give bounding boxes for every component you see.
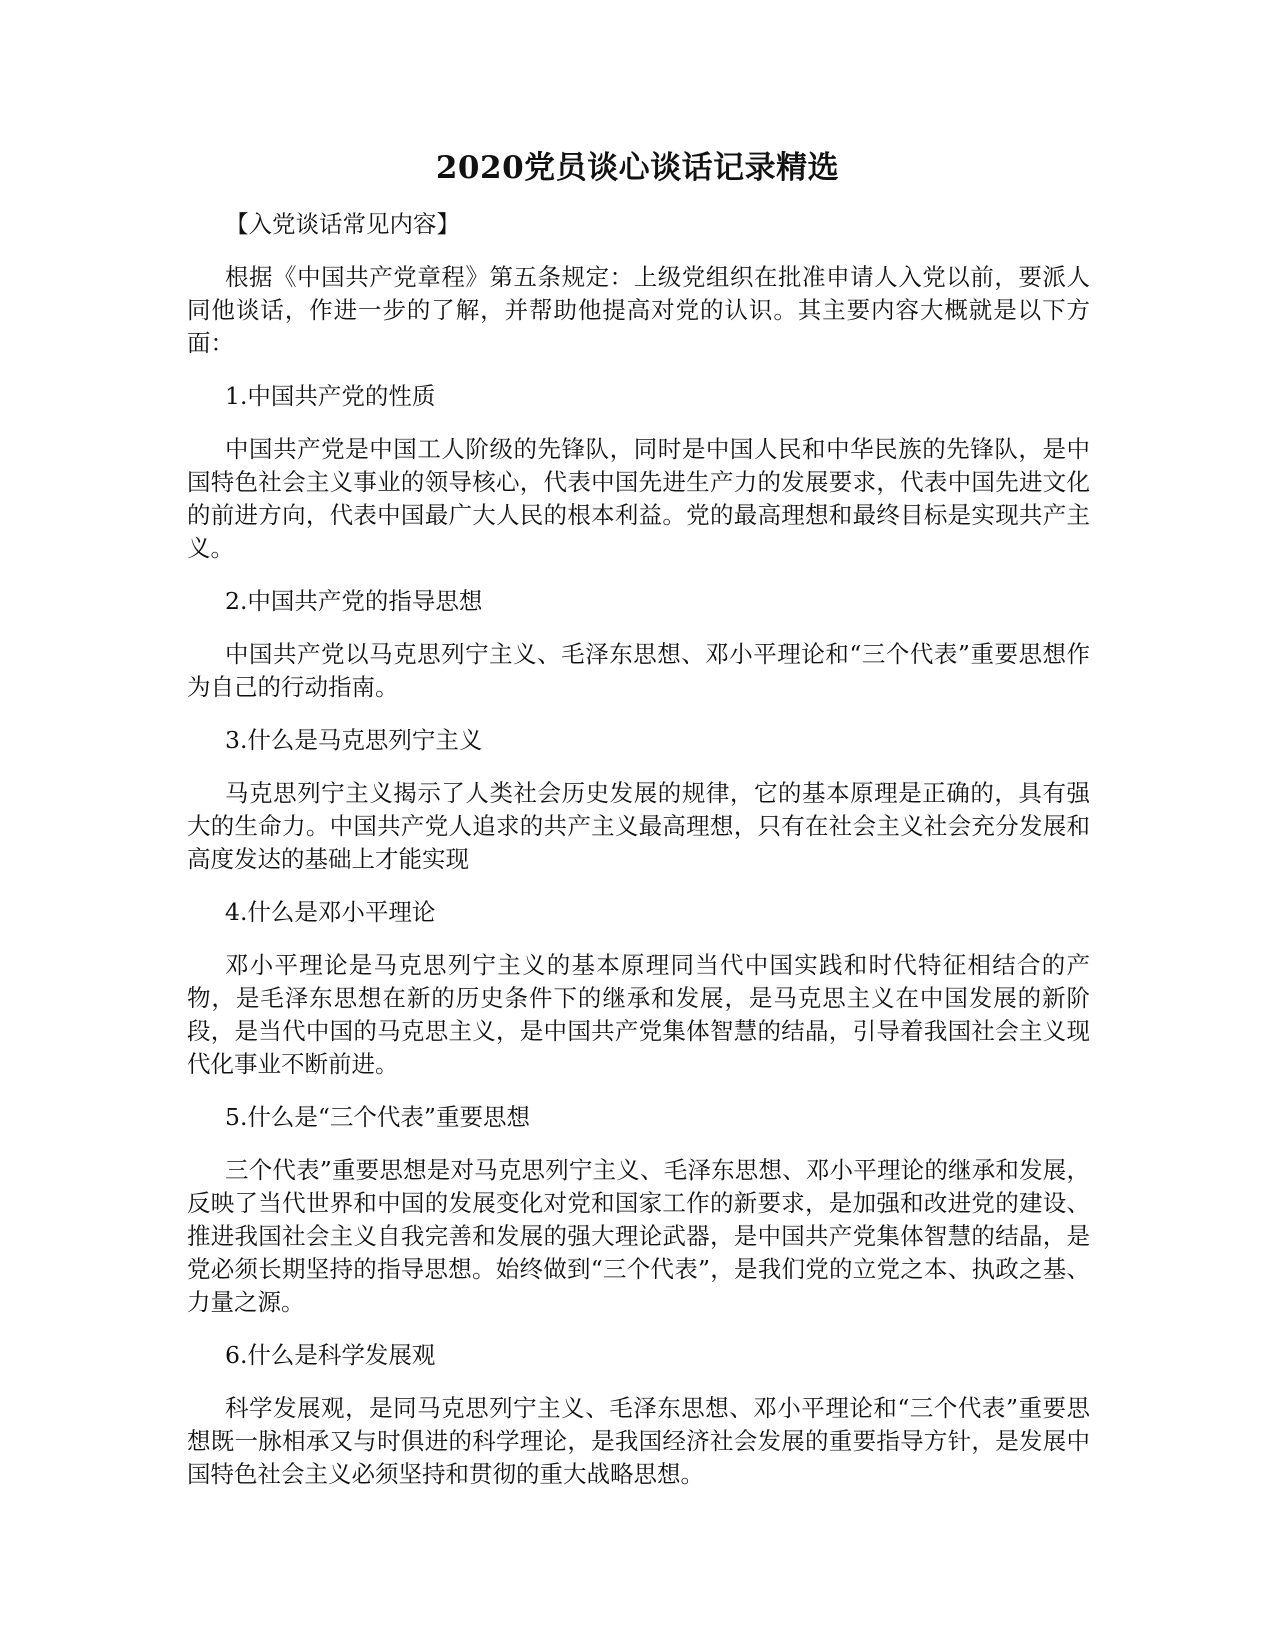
intro-paragraph: 根据《中国共产党章程》第五条规定：上级党组织在批准申请人入党以前，要派人同他谈话，作进一步的了解，并帮助他提高对党的认识。其主要内容大概就是以下方面： xyxy=(187,263,1090,357)
section-text-5: 三个代表”重要思想是对马克思列宁主义、毛泽东思想、邓小平理论的继承和发展，反映了当代世界和中国的发展变化对党和国家工作的新要求，是加强和改进党的建设、推进我国社会主义自我完善和发展的强大理论武器，是中国共产党集体智慧的结晶，是党必须长期坚持的指导思想。始终做到“三个代表”，是我们党的立党之本、执政之基、力量之源。 xyxy=(187,1156,1090,1316)
section-heading-5: 5.什么是“三个代表”重要思想 xyxy=(225,1103,530,1131)
section-text-4: 邓小平理论是马克思列宁主义的基本原理同当代中国实践和时代特征相结合的产物，是毛泽东思想在新的历史条件下的继承和发展，是马克思主义在中国发展的新阶段，是当代中国的马克思主义，是中国共产党集体智慧的结晶，引导着我国社会主义现代化事业不断前进。 xyxy=(187,951,1090,1078)
section-heading-3: 3.什么是马克思列宁主义 xyxy=(225,726,483,754)
section-heading-1: 1.中国共产党的性质 xyxy=(225,382,436,410)
section-heading-4: 4.什么是邓小平理论 xyxy=(225,898,436,926)
section-text-2: 中国共产党以马克思列宁主义、毛泽东思想、邓小平理论和“三个代表”重要思想作为自己的行动指南。 xyxy=(187,640,1090,701)
section-header: 【入党谈话常见内容】 xyxy=(225,210,460,238)
section-heading-2: 2.中国共产党的指导思想 xyxy=(225,587,483,615)
section-heading-6: 6.什么是科学发展观 xyxy=(225,1341,436,1369)
document-title: 2020党员谈心谈话记录精选 xyxy=(435,150,840,186)
section-text-3: 马克思列宁主义揭示了人类社会历史发展的规律，它的基本原理是正确的，具有强大的生命力。中国共产党人追求的共产主义最高理想，只有在社会主义社会充分发展和高度发达的基础上才能实现 xyxy=(187,779,1090,873)
document-body xyxy=(187,208,1090,1511)
section-text-6: 科学发展观，是同马克思列宁主义、毛泽东思想、邓小平理论和“三个代表”重要思想既一脉相承又与时俱进的科学理论，是我国经济社会发展的重要指导方针，是发展中国特色社会主义必须坚持和贯彻的重大战略思想。 xyxy=(187,1394,1090,1488)
section-text-1: 中国共产党是中国工人阶级的先锋队，同时是中国人民和中华民族的先锋队，是中国特色社会主义事业的领导核心，代表中国先进生产力的发展要求，代表中国先进文化的前进方向，代表中国最广大人民的根本利益。党的最高理想和最终目标是实现共产主义。 xyxy=(187,435,1090,562)
